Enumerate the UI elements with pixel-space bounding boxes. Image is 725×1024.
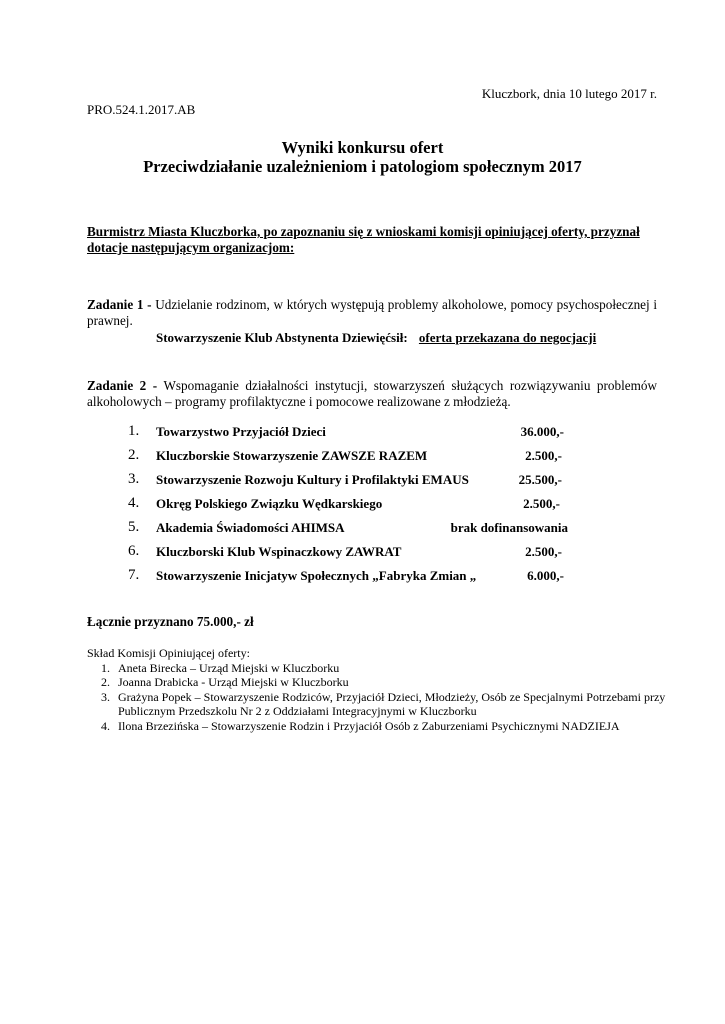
member-text: Aneta Birecka – Urząd Miejski w Kluczborku <box>118 660 340 675</box>
committee-member <box>87 675 687 690</box>
grant-number: 7. <box>128 567 140 583</box>
committee-heading: Skład Komisji Opiniującej oferty: <box>87 646 250 660</box>
total-granted: Łącznie przyznano 75.000,- zł <box>87 614 254 629</box>
grant-amount: 25.500,- <box>518 472 562 487</box>
member-text: Ilona Brzezińska – Stowarzyszenie Rodzin i Przyjaciół Osób z Zaburzeniami Psychicznymi NADZIEJA <box>118 718 620 733</box>
grant-item <box>128 544 588 568</box>
task-2-text: Wspomaganie działalności instytucji, stowarzyszeń służących rozwiązywaniu problemów alkoholowych – programy profilaktyczne i pomocowe realizowane z młodzieżą. <box>87 378 657 409</box>
intro-statement: Burmistrz Miasta Kluczborka, po zapoznaniu się z wnioskami komisji opiniującej oferty, przyznał dotacje następującym organizacjom: <box>87 224 640 255</box>
document-date: Kluczbork, dnia 10 lutego 2017 r. <box>481 86 657 101</box>
grant-organization: Akademia Świadomości AHIMSA <box>156 520 345 535</box>
task-1-label: Zadanie 1 - <box>87 297 152 312</box>
grant-amount: 36.000,- <box>520 424 564 439</box>
member-text: Grażyna Popek – Stowarzyszenie Rodziców, Przyjaciół Dzieci, Młodzieży, Osób ze Specjalnymi Potrzebami przy Publicznym Przedszkolu Nr 2 z Oddziałami Integracyjnymi w Kluczborku <box>118 689 666 718</box>
member-number: 2. <box>101 675 110 689</box>
grant-item <box>128 496 588 520</box>
committee-member <box>87 719 687 734</box>
grant-number: 1. <box>128 423 140 439</box>
grant-amount: 6.000,- <box>527 568 564 583</box>
grant-amount: 2.500,- <box>525 544 562 559</box>
grant-organization: Towarzystwo Przyjaciół Dzieci <box>156 424 326 439</box>
committee-member <box>87 661 687 676</box>
grant-number: 2. <box>128 447 140 463</box>
task-1-organization: Stowarzyszenie Klub Abstynenta Dziewięćsił: <box>156 330 408 345</box>
task-2-label: Zadanie 2 - <box>87 378 158 393</box>
grant-number: 6. <box>128 543 140 559</box>
member-number: 1. <box>101 660 110 675</box>
committee-section <box>87 646 687 733</box>
member-number: 3. <box>101 689 110 704</box>
task-2-paragraph <box>87 378 657 410</box>
task-1-text: Udzielanie rodzinom, w których występują problemy alkoholowe, pomocy psychospołecznej i prawnej. <box>87 297 658 328</box>
task-1-paragraph <box>87 297 657 329</box>
grant-number: 5. <box>128 519 140 535</box>
grant-amount: 2.500,- <box>523 496 560 511</box>
grant-amount: brak dofinansowania <box>450 520 568 535</box>
grant-item <box>128 568 588 592</box>
member-number: 4. <box>101 718 110 733</box>
grant-list <box>128 424 588 592</box>
reference-number: PRO.524.1.2017.AB <box>87 102 196 117</box>
task-1-status: oferta przekazana do negocjacji <box>418 330 597 345</box>
grant-number: 4. <box>128 495 140 511</box>
member-text: Joanna Drabicka - Urząd Miejski w Kluczborku <box>118 675 349 689</box>
grant-item <box>128 520 588 544</box>
grant-organization: Kluczborski Klub Wspinaczkowy ZAWRAT <box>156 544 402 559</box>
grant-item <box>128 448 588 472</box>
grant-item <box>128 424 588 448</box>
grant-organization: Kluczborskie Stowarzyszenie ZAWSZE RAZEM <box>156 448 428 463</box>
document-subtitle: Przeciwdziałanie uzależnieniom i patologiom społecznym 2017 <box>143 157 582 176</box>
grant-organization: Stowarzyszenie Inicjatyw Społecznych „Fabryka Zmian „ <box>156 568 477 583</box>
document-title: Wyniki konkursu ofert <box>281 138 444 157</box>
committee-list <box>87 661 687 734</box>
committee-member <box>87 690 687 719</box>
grant-item <box>128 472 588 496</box>
grant-organization: Stowarzyszenie Rozwoju Kultury i Profilaktyki EMAUS <box>156 472 469 487</box>
grant-number: 3. <box>128 471 140 487</box>
grant-amount: 2.500,- <box>525 448 562 463</box>
grant-organization: Okręg Polskiego Związku Wędkarskiego <box>156 496 383 511</box>
task-1-organization-line <box>156 330 596 346</box>
